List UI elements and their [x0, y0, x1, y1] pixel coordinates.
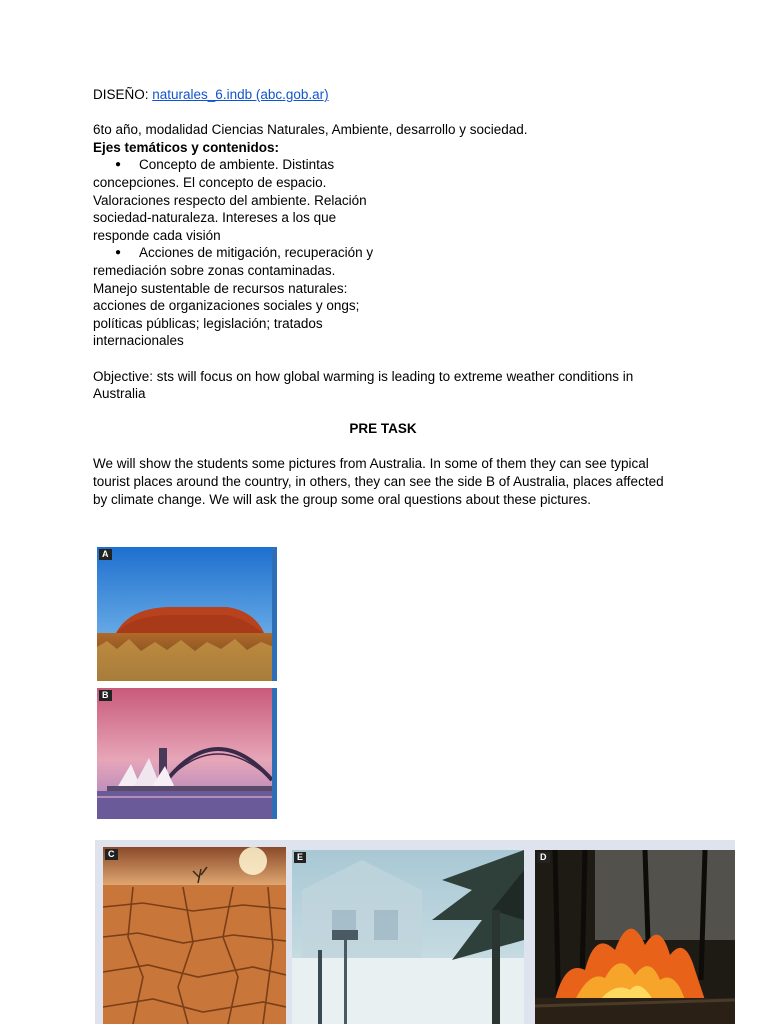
bullet-line: internacionales: [93, 333, 184, 349]
photo-sydney-opera-house: [97, 688, 277, 819]
objective-text: Objective: sts will focus on how global warming is leading to extreme weather conditions in Australia: [93, 368, 634, 402]
bullet-list-1: [93, 156, 393, 244]
section-heading: Ejes temáticos y contenidos:: [93, 139, 280, 155]
photo-bushfire: [535, 850, 735, 1024]
bullet-item: ● Concepto de ambiente. Distintas: [93, 156, 393, 174]
pretask-text: We will show the students some pictures from Australia. In some of them they can see typical tourist places around the country, in others, they can see the side B of Australia, places affected by climate change. We will ask the group some oral questions about these pictures.: [93, 456, 664, 507]
intro-text: 6to año, modalidad Ciencias Naturales, Ambiente, desarrollo y sociedad.: [93, 122, 528, 138]
bullet-line: concepciones. El concepto de espacio.: [93, 174, 327, 190]
bullet-line: remediación sobre zonas contaminadas.: [93, 262, 336, 278]
photo-label-b: B: [99, 690, 112, 701]
design-link[interactable]: naturales_6.indb (abc.gob.ar): [152, 87, 329, 102]
pretask-title: PRE TASK: [349, 421, 417, 437]
bullet-line: responde cada visión: [93, 227, 221, 243]
photo-label-e: E: [294, 852, 306, 863]
bullet-list-2: [93, 244, 393, 350]
photo-label-d: D: [537, 852, 550, 863]
bullet-line: sociedad-naturaleza. Intereses a los que: [93, 210, 337, 226]
photo-label-a: A: [99, 549, 112, 560]
photo-label-c: C: [105, 849, 118, 860]
photo-storm: [292, 850, 524, 1024]
photo-uluru: [97, 547, 277, 681]
bullet-line: acciones de organizaciones sociales y ongs;: [93, 298, 360, 314]
bullet-item: ● Acciones de mitigación, recuperación y: [93, 244, 393, 262]
design-line: [93, 86, 673, 104]
photo-drought: [103, 847, 286, 1024]
design-label: DISEÑO:: [93, 87, 153, 102]
bullet-line: Valoraciones respecto del ambiente. Relación: [93, 192, 367, 208]
bullet-line: políticas públicas; legislación; tratados: [93, 315, 323, 331]
document-body: [93, 86, 673, 508]
bullet-line: Manejo sustentable de recursos naturales:: [93, 280, 348, 296]
